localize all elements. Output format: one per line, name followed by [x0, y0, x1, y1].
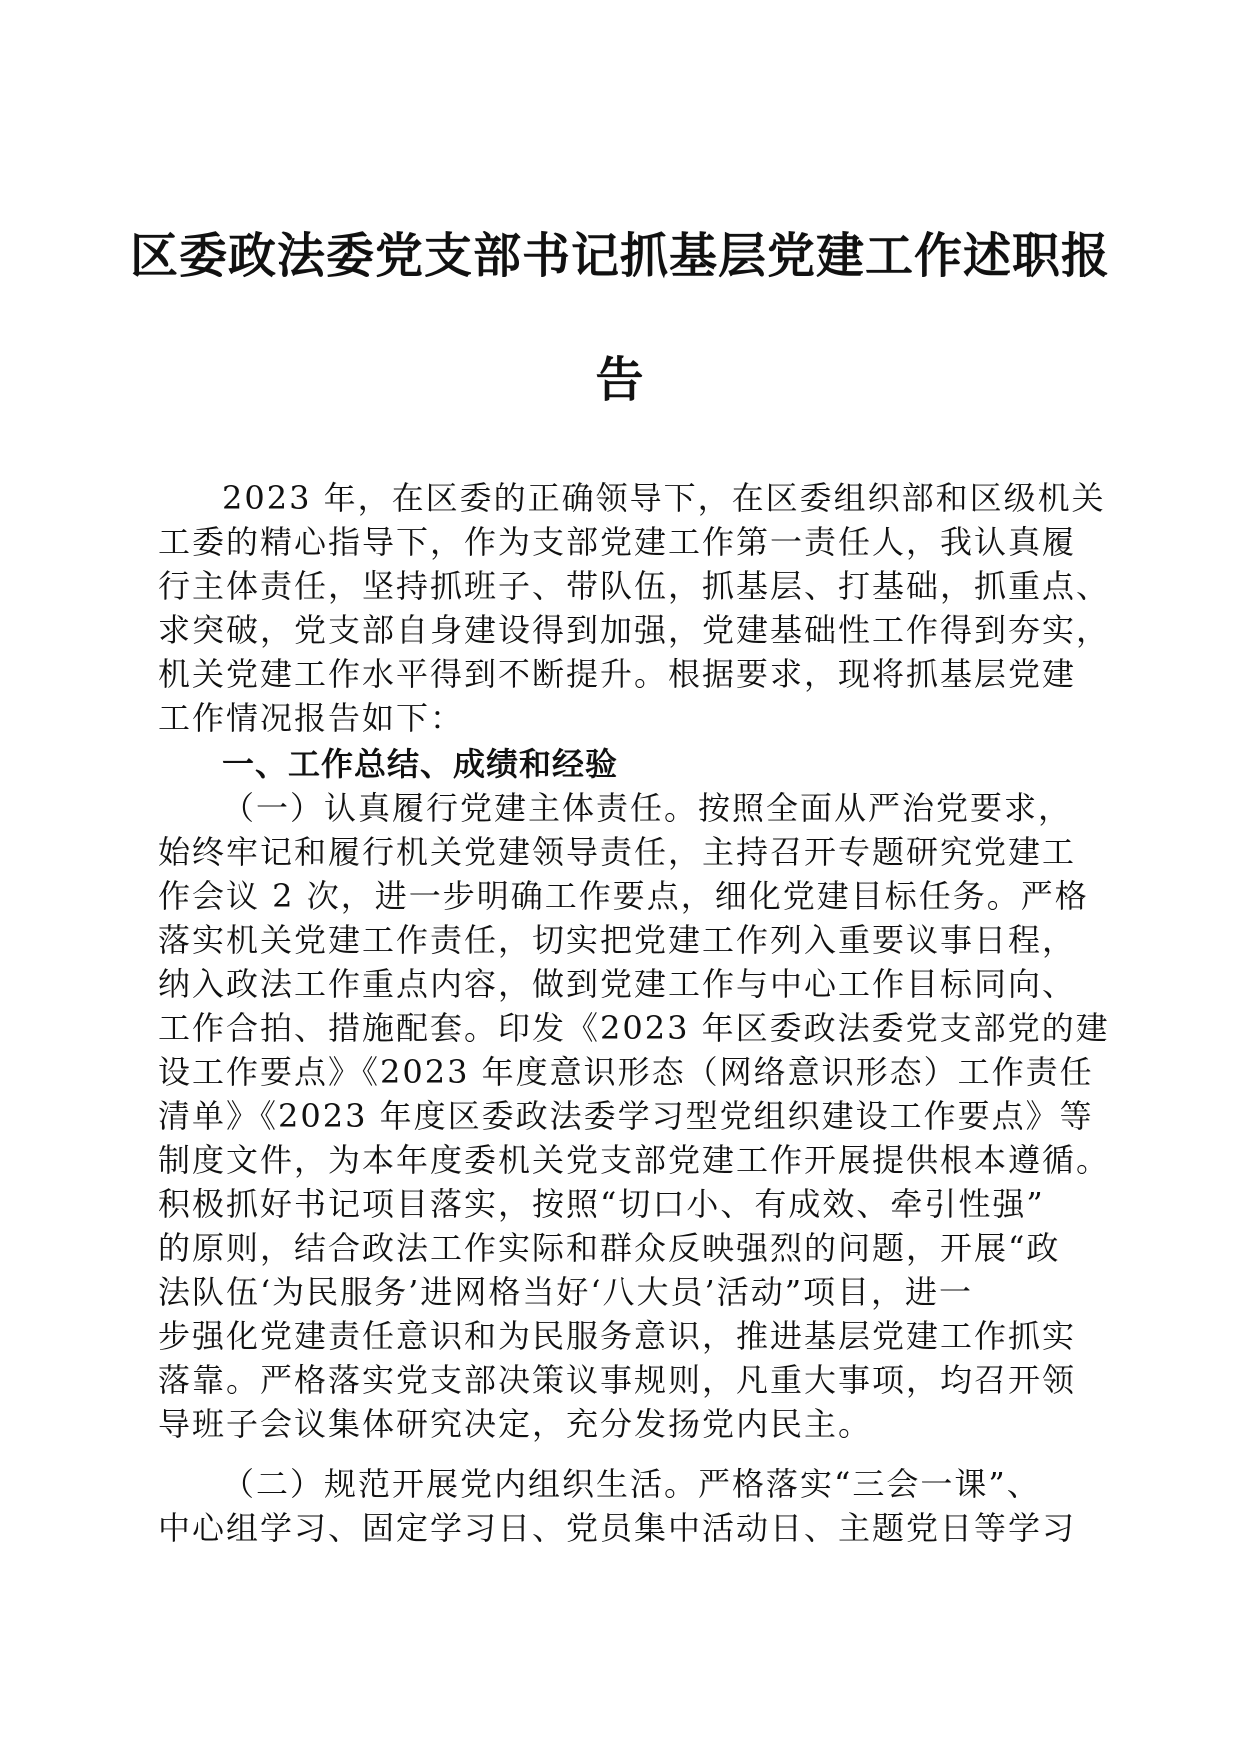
body-line: 制度文件，为本年度委机关党支部党建工作开展提供根本遵循。: [158, 1141, 1111, 1179]
body-line: 落实机关党建工作责任，切实把党建工作列入重要议事日程，: [158, 921, 1077, 959]
body-line: 求突破，党支部自身建设得到加强，党建基础性工作得到夯实，: [158, 611, 1111, 649]
body-line: 设工作要点》《2023 年度意识形态（网络意识形态）工作责任: [158, 1053, 1094, 1091]
section-heading: 一、工作总结、成绩和经验: [222, 745, 619, 783]
body-line: 始终牢记和履行机关党建领导责任，主持召开专题研究党建工: [158, 833, 1077, 871]
body-line: 积极抓好书记项目落实，按照“切口小、有成效、牵引性强”: [158, 1185, 1045, 1223]
body-line: 清单》《2023 年度区委政法委学习型党组织建设工作要点》等: [158, 1097, 1094, 1135]
body-line: 导班子会议集体研究决定，充分发扬党内民主。: [158, 1405, 873, 1443]
body-line: 法队伍‘为民服务’进网格当好‘八大员’活动”项目，进一: [158, 1273, 974, 1311]
body-line: 作会议 2 次，进一步明确工作要点，细化党建目标任务。严格: [158, 877, 1089, 915]
body-line: 2023 年，在区委的正确领导下，在区委组织部和区级机关: [222, 479, 1106, 517]
body-line: 落靠。严格落实党支部决策议事规则，凡重大事项，均召开领: [158, 1361, 1077, 1399]
body-line: （一）认真履行党建主体责任。按照全面从严治党要求，: [222, 789, 1073, 827]
document-title-line-2: 告: [595, 352, 645, 408]
body-line: 工委的精心指导下，作为支部党建工作第一责任人，我认真履: [158, 523, 1077, 561]
body-line: （二）规范开展党内组织生活。严格落实“三会一课”、: [222, 1465, 1041, 1503]
body-line: 工作情况报告如下：: [158, 699, 465, 737]
body-line: 中心组学习、固定学习日、党员集中活动日、主题党日等学习: [158, 1509, 1077, 1547]
body-line: 纳入政法工作重点内容，做到党建工作与中心工作目标同向、: [158, 965, 1077, 1003]
body-line: 行主体责任，坚持抓班子、带队伍，抓基层、打基础，抓重点、: [158, 567, 1111, 605]
body-line: 机关党建工作水平得到不断提升。根据要求，现将抓基层党建: [158, 655, 1077, 693]
document-title-line-1: 区委政法委党支部书记抓基层党建工作述职报: [129, 228, 1110, 284]
body-line: 步强化党建责任意识和为民服务意识，推进基层党建工作抓实: [158, 1317, 1077, 1355]
body-line: 的原则，结合政法工作实际和群众反映强烈的问题，开展“政: [158, 1229, 1061, 1267]
body-line: 工作合拍、措施配套。印发《2023 年区委政法委党支部党的建: [158, 1009, 1110, 1047]
